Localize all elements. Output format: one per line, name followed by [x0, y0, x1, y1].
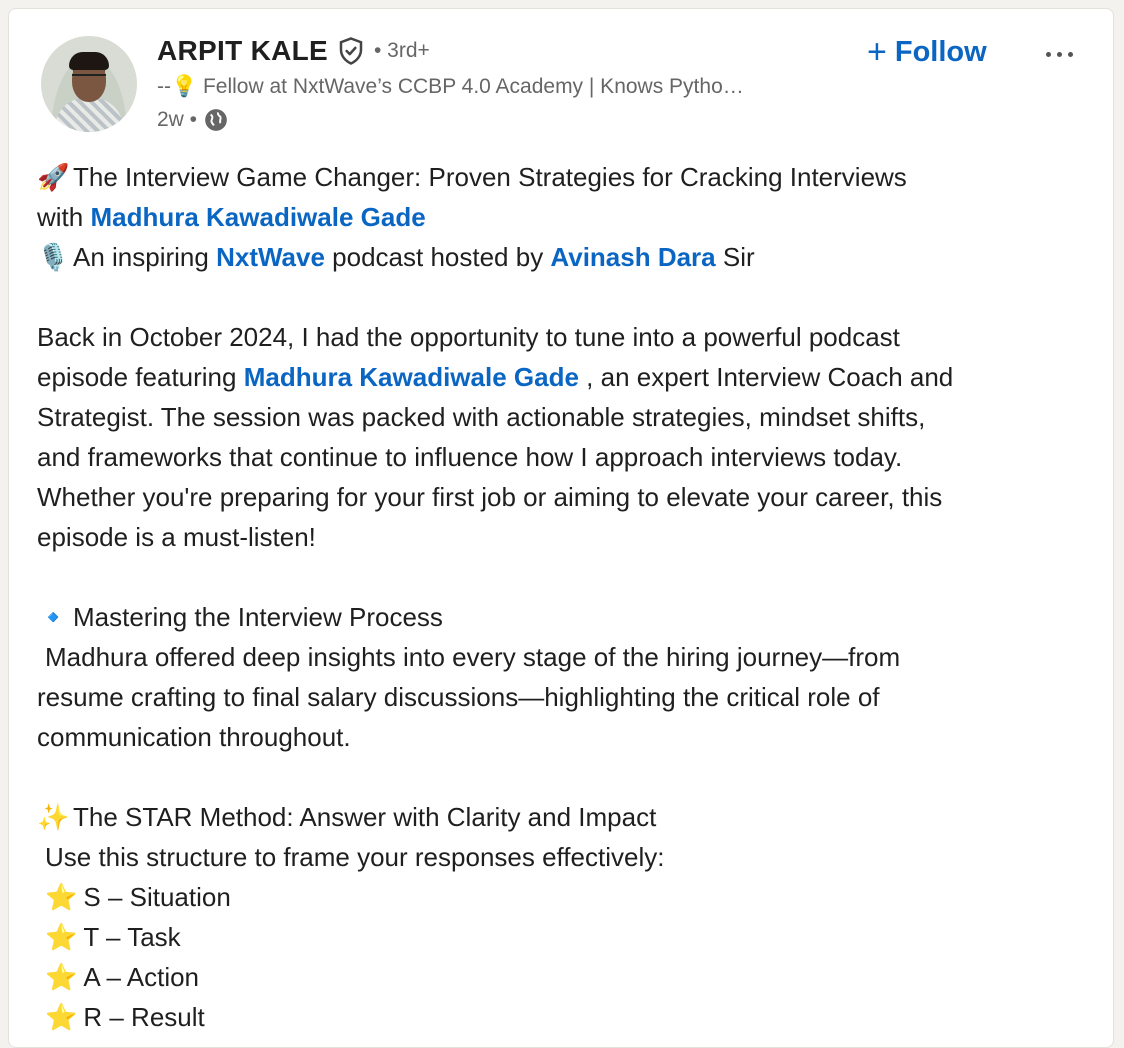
star-icon: ⭐	[45, 962, 78, 992]
avatar[interactable]	[41, 36, 137, 132]
post-text: Sir	[715, 242, 755, 272]
post-line: Use this structure to frame your responses effectively:	[45, 842, 665, 872]
post-text: , an expert Interview Coach and	[578, 362, 954, 392]
post-line: Strategist. The session was packed with actionable strategies, mindset shifts,	[37, 402, 926, 432]
avatar-glasses	[72, 74, 106, 84]
author-headline: --💡 Fellow at NxtWave’s CCBP 4.0 Academy | Knows Pytho…	[157, 75, 744, 98]
post-text: with	[37, 202, 91, 232]
post-line: Madhura offered deep insights into every stage of the hiring journey—from	[45, 642, 901, 672]
more-options-button[interactable]	[1039, 39, 1079, 69]
list-item	[37, 917, 1077, 957]
post-text: podcast hosted by	[324, 242, 551, 272]
list-item-label: R – Result	[83, 1002, 205, 1032]
section-title: Mastering the Interview Process	[73, 602, 443, 632]
avatar-shirt	[55, 98, 123, 132]
avatar-hair	[69, 52, 109, 70]
post-text: The Interview Game Changer: Proven Strategies for Cracking Interviews	[73, 162, 907, 192]
star-icon: ⭐	[45, 882, 78, 912]
post-line	[37, 157, 1077, 197]
list-item	[37, 997, 1077, 1037]
dot-icon	[1046, 52, 1051, 57]
post-meta	[157, 107, 229, 133]
mention-link[interactable]: Madhura Kawadiwale Gade	[243, 362, 579, 392]
post-line: communication throughout.	[37, 722, 351, 752]
list-item	[37, 957, 1077, 997]
post-line	[37, 237, 1077, 277]
blue-diamond-icon: 🔹	[37, 602, 70, 632]
list-item	[37, 877, 1077, 917]
mention-link[interactable]: NxtWave	[216, 242, 325, 272]
post-line	[37, 597, 1077, 637]
spacer	[37, 277, 1077, 317]
follow-label: Follow	[894, 35, 987, 68]
plus-icon: +	[867, 33, 887, 71]
post-line: Back in October 2024, I had the opportunity to tune into a powerful podcast	[37, 322, 900, 352]
star-icon: ⭐	[45, 922, 78, 952]
post-line	[37, 357, 1077, 397]
spacer	[37, 557, 1077, 597]
post-line: Whether you're preparing for your first job or aiming to elevate your career, this	[37, 482, 943, 512]
post-card	[8, 8, 1114, 1048]
globe-icon	[203, 107, 229, 133]
spacer	[37, 757, 1077, 797]
list-item-label: S – Situation	[83, 882, 231, 912]
sparkles-icon: ✨	[37, 802, 70, 832]
post-body	[37, 157, 1077, 1037]
microphone-icon: 🎙️	[37, 242, 70, 272]
post-text: episode featuring	[37, 362, 244, 392]
post-line	[37, 197, 1077, 237]
follow-button[interactable]	[867, 35, 987, 69]
post-time: 2w •	[157, 108, 198, 131]
verified-shield-icon	[336, 36, 366, 66]
author-name-row	[157, 35, 430, 67]
section-title: The STAR Method: Answer with Clarity and Impact	[73, 802, 657, 832]
connection-degree: • 3rd+	[374, 39, 430, 62]
list-item-label: A – Action	[83, 962, 200, 992]
author-name[interactable]: ARPIT KALE	[157, 35, 328, 66]
post-line: episode is a must-listen!	[37, 522, 316, 552]
list-item-label: T – Task	[83, 922, 181, 952]
dot-icon	[1068, 52, 1073, 57]
mention-link[interactable]: Madhura Kawadiwale Gade	[90, 202, 426, 232]
mention-link[interactable]: Avinash Dara	[550, 242, 716, 272]
rocket-icon: 🚀	[37, 162, 70, 192]
star-icon: ⭐	[45, 1002, 78, 1032]
dot-icon	[1057, 52, 1062, 57]
post-line: and frameworks that continue to influence how I approach interviews today.	[37, 442, 903, 472]
post-line: resume crafting to final salary discussions—highlighting the critical role of	[37, 682, 880, 712]
post-text: An inspiring	[73, 242, 217, 272]
post-line	[37, 797, 1077, 837]
